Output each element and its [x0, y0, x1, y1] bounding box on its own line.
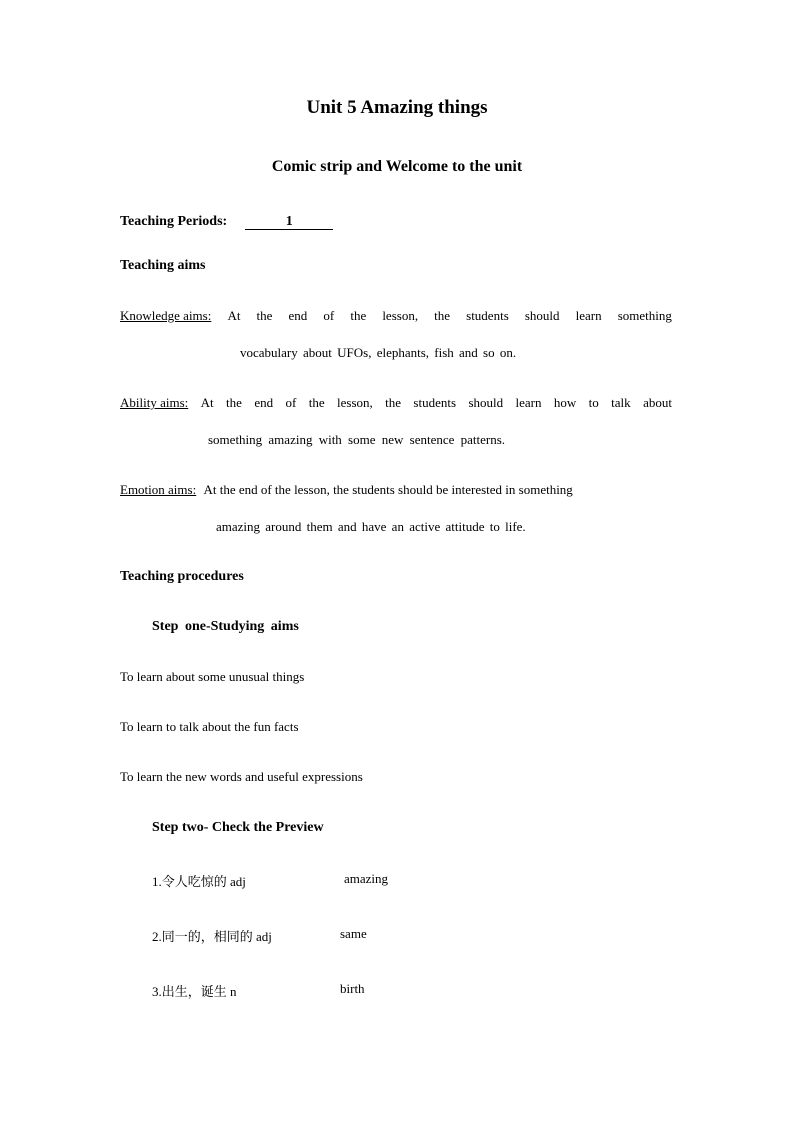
- list-item: To learn about some unusual things: [120, 669, 305, 684]
- word: of: [285, 395, 297, 410]
- word: end: [254, 395, 274, 410]
- emotion-aims-line2: amazing around them and have an active attitude to life.: [216, 519, 526, 534]
- word: lesson,: [337, 395, 373, 410]
- word: the: [256, 308, 273, 323]
- vocab-english: amazing: [344, 871, 389, 886]
- word: the: [350, 308, 367, 323]
- ability-aims-label: Ability aims:: [120, 395, 189, 410]
- word: something: [617, 308, 672, 323]
- vocab-english: same: [340, 926, 367, 941]
- word: learn: [515, 395, 542, 410]
- word: should: [524, 308, 560, 323]
- teaching-periods: [120, 214, 333, 230]
- step-one-heading: Step one-Studying aims: [152, 619, 299, 634]
- list-item: To learn to talk about the fun facts: [120, 719, 299, 734]
- word: how: [553, 395, 577, 410]
- word: talk: [611, 395, 631, 410]
- emotion-aims-line1: [120, 482, 573, 498]
- word: At: [200, 395, 214, 410]
- step-two-heading: Step two- Check the Preview: [152, 820, 324, 835]
- teaching-procedures-heading: Teaching procedures: [120, 569, 244, 584]
- emotion-aims-label: Emotion aims:: [120, 482, 197, 497]
- word: of: [323, 308, 335, 323]
- word: the: [434, 308, 451, 323]
- word: about: [643, 395, 672, 410]
- word: the: [308, 395, 325, 410]
- document-subtitle: Comic strip and Welcome to the unit: [271, 158, 523, 175]
- teaching-periods-label: Teaching Periods:: [120, 214, 228, 229]
- word: end: [288, 308, 308, 323]
- word: At: [227, 308, 241, 323]
- ability-aims-line1: [120, 395, 672, 411]
- document-title: Unit 5 Amazing things: [306, 97, 488, 118]
- word: to: [588, 395, 599, 410]
- knowledge-aims-line2: vocabulary about UFOs, elephants, fish and so on.: [240, 345, 517, 360]
- list-item: To learn the new words and useful expressions: [120, 769, 363, 784]
- teaching-periods-value: 1: [245, 214, 333, 230]
- teaching-aims-heading: Teaching aims: [120, 258, 206, 273]
- vocab-chinese: 1.令人吃惊的 adj: [152, 874, 246, 889]
- word: students: [466, 308, 509, 323]
- vocab-english: birth: [340, 981, 365, 996]
- word: the: [385, 395, 402, 410]
- knowledge-aims-label: Knowledge aims:: [120, 308, 212, 323]
- vocab-chinese: 2.同一的，相同的 adj: [152, 929, 272, 944]
- word: learn: [575, 308, 602, 323]
- word: students: [413, 395, 457, 410]
- word: should: [468, 395, 504, 410]
- ability-aims-line2: something amazing with some new sentence patterns.: [208, 432, 506, 447]
- emotion-aims-text: At the end of the lesson, the students should be interested in something: [203, 482, 573, 497]
- vocab-chinese: 3.出生，诞生 n: [152, 984, 237, 999]
- word: the: [226, 395, 242, 410]
- word: lesson,: [382, 308, 419, 323]
- knowledge-aims-line1: [120, 308, 672, 324]
